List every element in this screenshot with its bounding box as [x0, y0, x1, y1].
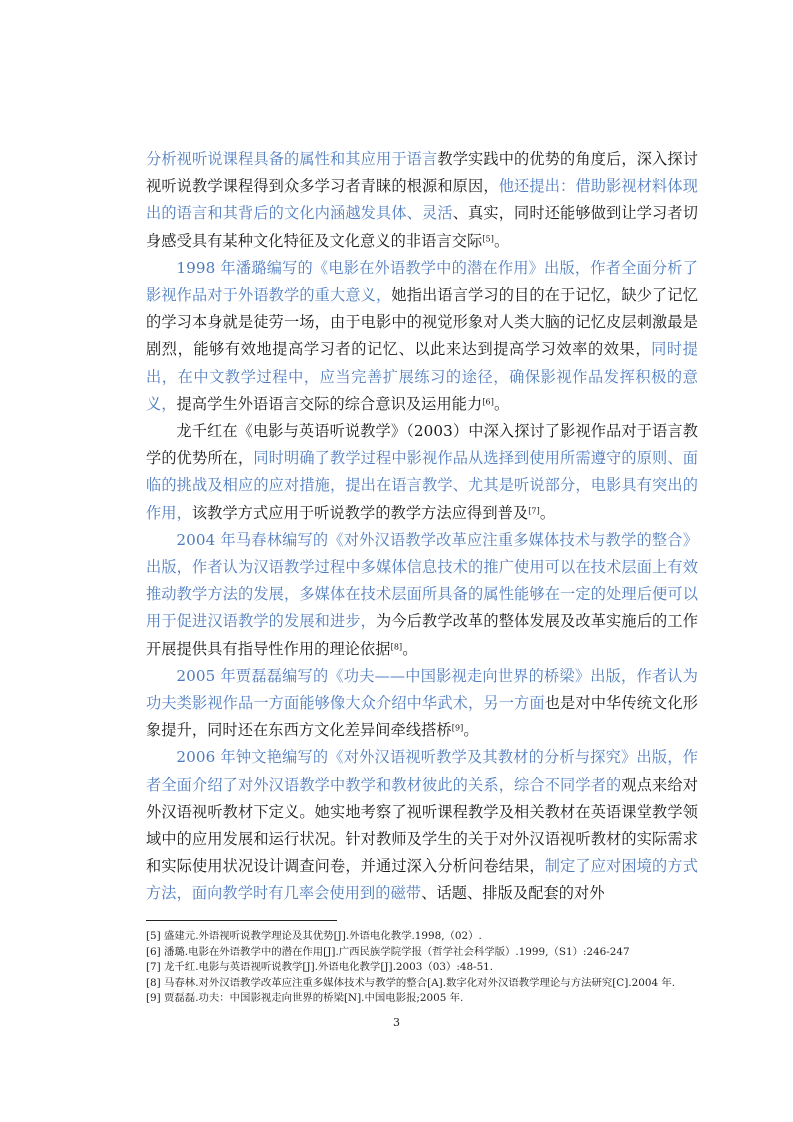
highlighted-text: 制定了应对困境的方式方法，面向教学时有几率会使用到的磁带: [146, 857, 698, 903]
paragraph: [146, 744, 698, 907]
highlighted-text: 同时提出，在中文教学过程中，应当完善扩展练习的途径，确保影视作品发挥积极的意义，: [146, 340, 698, 413]
text-run: 观点来给对外汉语视听教材下定义。她实地考察了视听课程教学及相关教材在英语课堂教学领域中的应用发展和运行状况。针对教师及学生的关于对外汉语视听教材的实际需求和实际使用状况设计调查问卷，并通过深入分析问卷结果，: [146, 775, 698, 876]
footnote: [6] 潘璐.电影在外语教学中的潜在作用[J].广西民族学院学报（哲学社会科学版）.1999,（S1）:246-247: [146, 945, 630, 958]
highlighted-text: 同时明确了教学过程中影视作品从选择到使用所需遵守的原则、面临的挑战及相应的应对措施，提出在语言教学、尤其是听说部分，电影具有突出的作用，: [146, 449, 698, 522]
body-text: [146, 146, 698, 908]
paragraph: [146, 255, 698, 418]
highlighted-text: 2005 年贾磊磊编写的《功夫——中国影视走向世界的桥梁》出版，作者认为功夫类影视作品一方面能够像大众介绍中华武术，另一方面: [146, 666, 698, 713]
paragraph: [146, 146, 698, 255]
footnote: [5] 盛建元.外语视听说教学理论及其优势[J].外语电化教学.1998,（02）.: [146, 930, 482, 942]
highlighted-text: 2004 年马春林编写的《对外汉语教学改革应注重多媒体技术与教学的整合》出版，作者认为汉语教学过程中多媒体信息技术的推广使用可以在技术层面上有效推动教学方法的发展，多媒体在技术层面所具备的属性能够在一定的处理后便可以用于促进汉语教学的发展和进步，: [146, 530, 698, 631]
text-run: 。: [463, 721, 479, 740]
text-run: 提高学生外语语言交际的综合意识及运用能力: [176, 394, 483, 413]
text-run: 教学实践中的优势的角度后，深入探讨视听说教学课程得到众多学习者青睐的根源和原因，: [146, 150, 698, 196]
highlighted-text: 2006 年钟文艳编写的《对外汉语视听教学及其教材的分析与探究》出版，作者全面介绍了对外汉语教学中教学和教材彼此的关系，综合不同学者的: [146, 748, 698, 794]
footnote: [8] 马春林.对外汉语教学改革应注重多媒体技术与教学的整合[A].数字化对外汉语教学理论与方法研究[C].2004 年.: [146, 976, 676, 989]
footnotes: [146, 929, 702, 1007]
paragraph: [146, 418, 698, 527]
footnote: [9] 贾磊磊.功夫：中国影视走向世界的桥梁[N].中国电影报;2005 年.: [146, 992, 464, 1005]
text-run: 为今后教学改革的整体发展及改革实施后的工作开展提供具有指导性作用的理论依据: [146, 612, 698, 658]
text-run: 。: [493, 394, 510, 413]
highlighted-text: 1998 年潘璐编写的《电影在外语教学中的潜在作用》出版，作者全面分析了影视作品对于外语教学的重大意义，: [146, 258, 698, 305]
citation-marker: [5]: [482, 234, 494, 244]
footnote-separator: [146, 920, 337, 921]
paragraph: [146, 663, 698, 745]
paragraph: [146, 527, 698, 663]
highlighted-text: 分析视听说课程具备的属性和其应用于语言: [146, 150, 438, 168]
citation-marker: [6]: [482, 397, 494, 407]
text-run: 、真实，同时还能够做到让学习者切身感受具有某种文化特征及文化意义的非语言交际: [146, 204, 698, 250]
text-run: 该教学方式应用于听说教学的教学方法应得到普及: [191, 503, 529, 522]
text-run: 她指出语言学习的目的在于记忆，缺少了记忆的学习本身就是徒劳一场，由于电影中的视觉形象对人类大脑的记忆皮层刺激最是剧烈，能够有效地提高学习者的记忆、以此来达到提高学习效率的效果，: [146, 286, 698, 359]
footnote: [7] 龙千红.电影与英语视听说教学[J].外语电化教学[J].2003（03）:48-51.: [146, 961, 494, 974]
highlighted-text: 他还提出：借助影视材料体现出的语言和其背后的文化内涵越发具体、灵活: [146, 177, 698, 223]
text-run: 龙千红在《电影与英语听说教学》（2003）中深入探讨了影视作品对于语言教学的优势所在，: [146, 422, 698, 468]
text-run: 。: [539, 503, 556, 522]
text-run: 。: [402, 639, 418, 658]
text-run: 、话题、排版及配套的对外: [421, 884, 605, 903]
page-number: 3: [393, 1016, 400, 1029]
citation-marker: [7]: [528, 506, 540, 516]
text-run: 也是对中华传统文化形象提升，同时还在东西方文化差异间牵线搭桥: [146, 694, 698, 740]
citation-marker: [9]: [451, 723, 464, 733]
text-run: 。: [493, 231, 510, 250]
citation-marker: [8]: [390, 642, 403, 652]
